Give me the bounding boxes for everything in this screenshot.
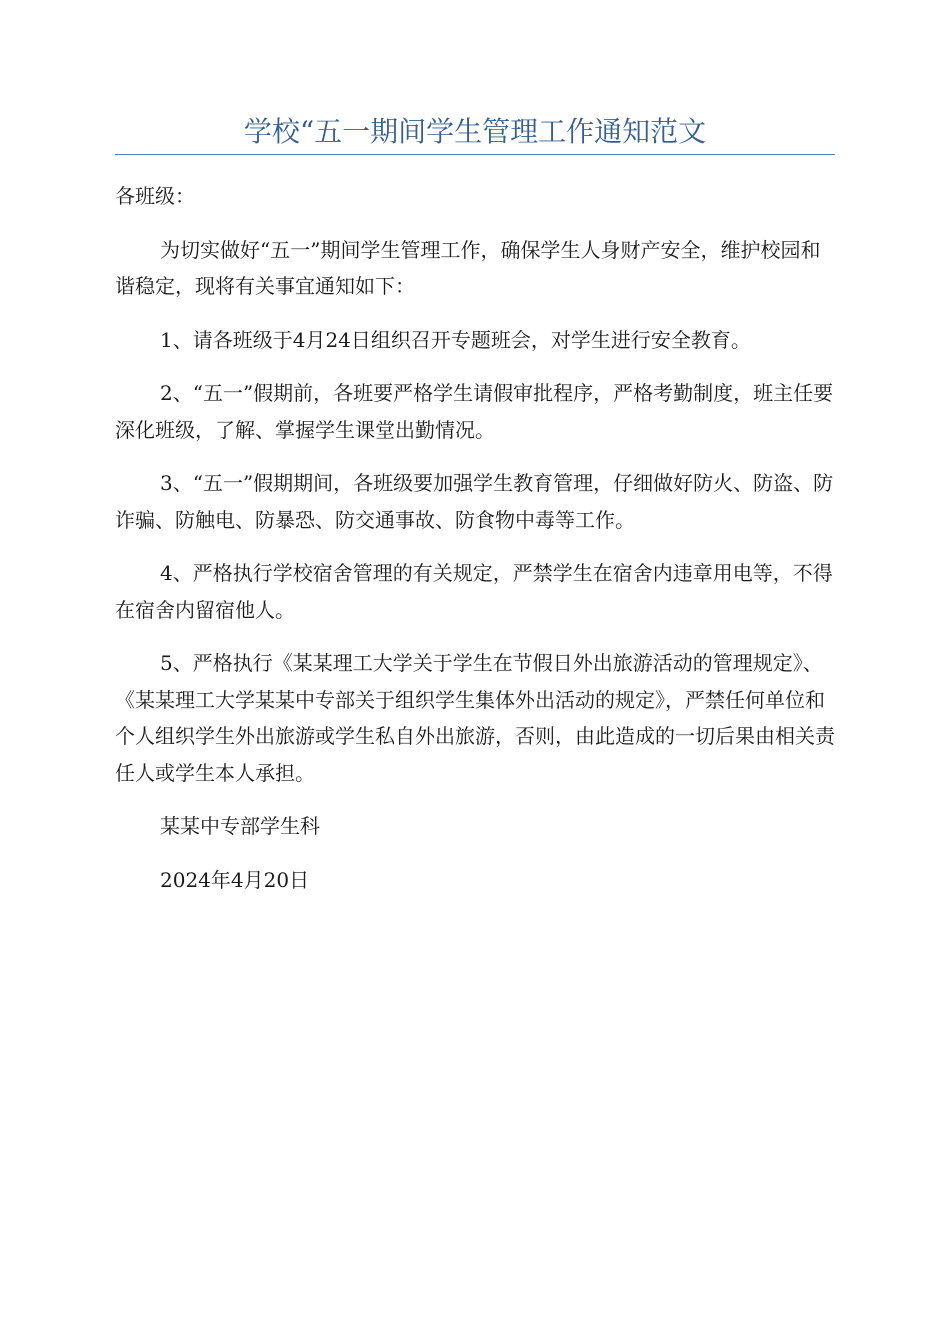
signature: 某某中专部学生科 bbox=[160, 814, 320, 838]
notice-item-4: 4、严格执行学校宿舍管理的有关规定，严禁学生在宿舍内违章用电等，不得在宿舍内留宿他人。 bbox=[115, 561, 833, 622]
issue-date: 2024年4月20日 bbox=[160, 867, 310, 892]
intro-paragraph: 为切实做好“五一”期间学生管理工作，确保学生人身财产安全，维护校园和谐稳定，现将有关事宜通知如下： bbox=[115, 237, 821, 298]
notice-item-5: 5、严格执行《某某理工大学关于学生在节假日外出旅游活动的管理规定》、《某某理工大学某某中专部关于组织学生集体外出活动的规定》，严禁任何单位和个人组织学生外出旅游或学生私自外出旅游，否则，由此造成的一切后果由相关责任人或学生本人承担。 bbox=[115, 651, 835, 785]
document-body bbox=[115, 178, 840, 915]
salutation: 各班级： bbox=[115, 184, 195, 208]
notice-item-1: 1、请各班级于4月24日组织召开专题班会，对学生进行安全教育。 bbox=[160, 327, 751, 352]
document-title: 学校“五一期间学生管理工作通知范文 bbox=[243, 115, 707, 148]
notice-item-3: 3、“五一”假期期间，各班级要加强学生教育管理，仔细做好防火、防盗、防诈骗、防触电、防暴恐、防交通事故、防食物中毒等工作。 bbox=[115, 471, 834, 532]
title-underline bbox=[115, 154, 835, 155]
notice-item-2: 2、“五一”假期前，各班要严格学生请假审批程序，严格考勤制度，班主任要深化班级，了解、掌握学生课堂出勤情况。 bbox=[115, 381, 834, 442]
